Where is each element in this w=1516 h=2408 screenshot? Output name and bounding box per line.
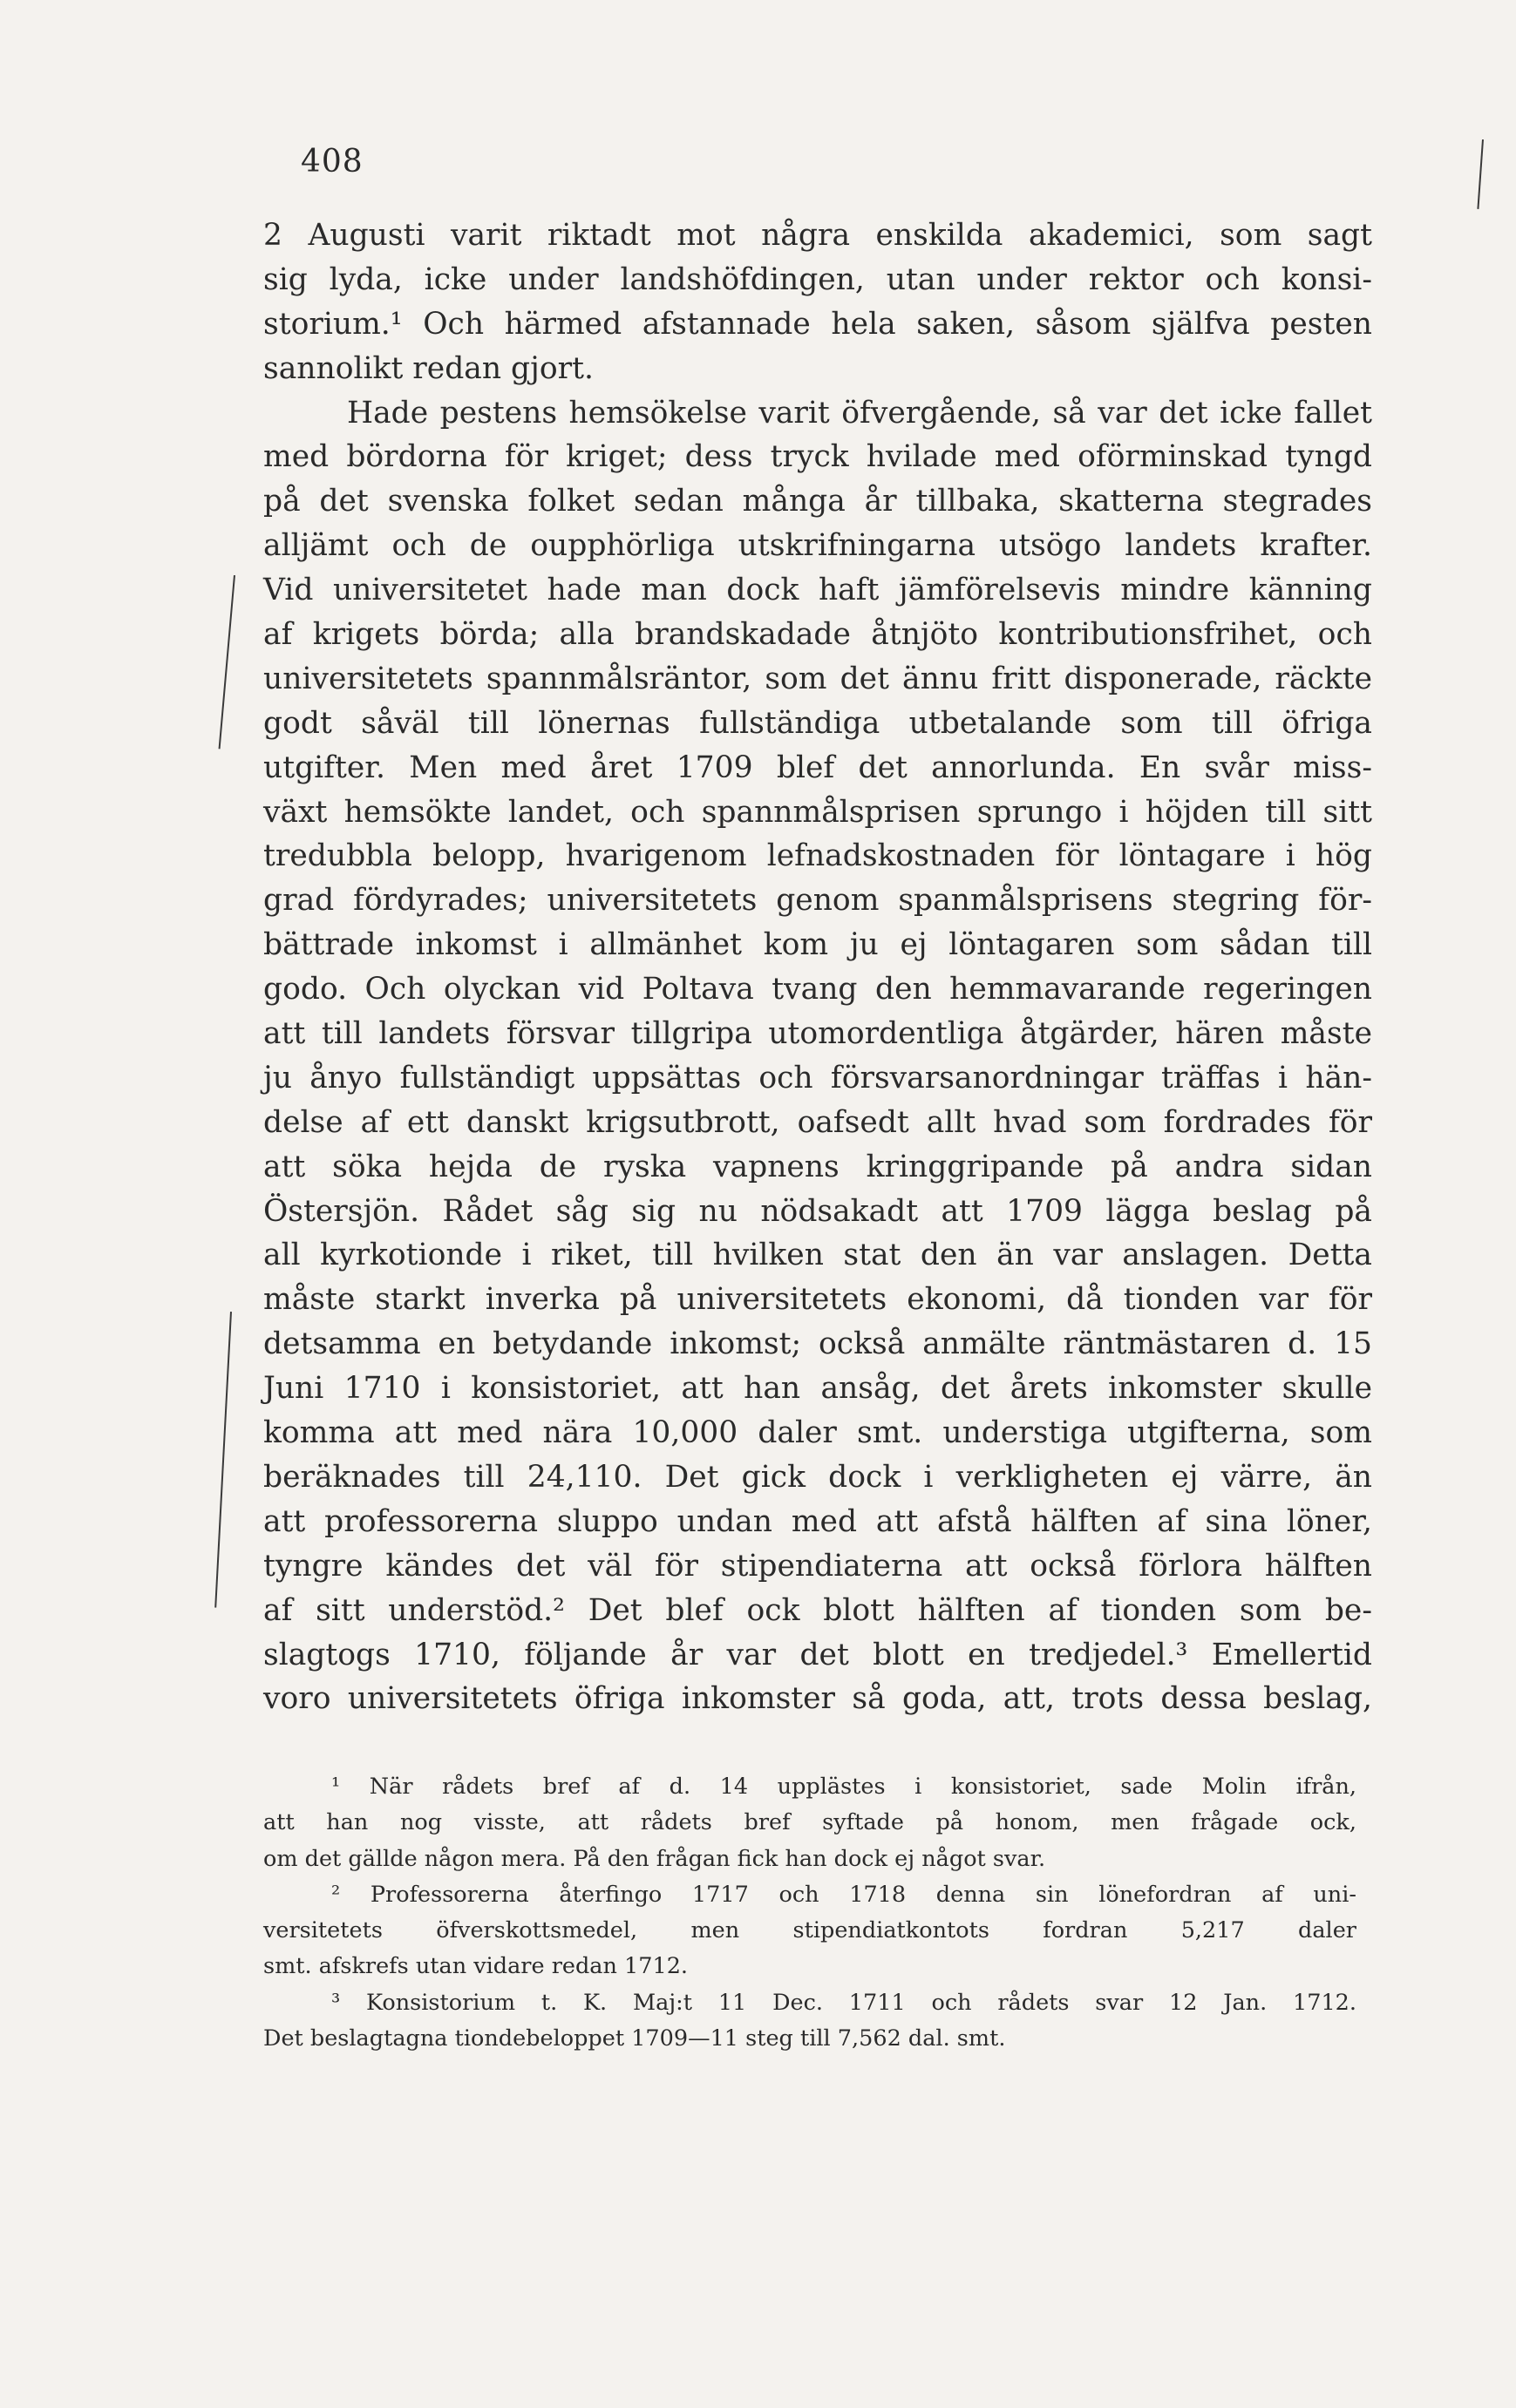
text-line: Östersjön. Rådet såg sig nu nödsakadt att 1709 lägga beslag på <box>263 1193 1372 1229</box>
footnote-line: ² Professorerna återfingo 1717 och 1718 denna sin lönefordran af uni- <box>331 1881 1356 1908</box>
text-line: 2 Augusti varit riktadt mot några enskilda akademici, som sagt <box>263 218 1372 253</box>
text-line: Juni 1710 i konsistoriet, att han ansåg, det årets inkomster skulle <box>263 1371 1372 1407</box>
margin-mark <box>214 1312 232 1608</box>
text-line: godo. Och olyckan vid Poltava tvang den hemmavarande regeringen <box>263 972 1372 1007</box>
margin-mark <box>219 575 235 749</box>
text-line: utgifter. Men med året 1709 blef det annorlunda. En svår miss- <box>263 750 1372 785</box>
text-line: storium.¹ Och härmed afstannade hela saken, såsom själfva pesten <box>263 306 1372 342</box>
text-line: delse af ett danskt krigsutbrott, oafsedt allt hvad som fordrades för <box>263 1104 1372 1140</box>
text-line: godt såväl till lönernas fullständiga utbetalande som till öfriga <box>263 705 1372 741</box>
text-line: voro universitetets öfriga inkomster så goda, att, trots dessa beslag, <box>263 1681 1372 1717</box>
text-line: måste starkt inverka på universitetets ekonomi, då tionden var för <box>263 1282 1372 1318</box>
text-line: af krigets börda; alla brandskadade åtnjöto kontributionsfrihet, och <box>263 617 1372 653</box>
text-line: bättrade inkomst i allmänhet kom ju ej löntagaren som sådan till <box>263 927 1372 963</box>
text-line: på det svenska folket sedan många år tillbaka, skatterna stegrades <box>263 484 1372 519</box>
text-line: sig lyda, icke under landshöfdingen, utan under rektor och konsi- <box>263 261 1372 297</box>
text-line: tyngre kändes det väl för stipendiaterna att också förlora hälften <box>263 1548 1372 1584</box>
text-line: att professorerna sluppo undan med att afstå hälften af sina löner, <box>263 1503 1372 1539</box>
text-line: med bördorna för kriget; dess tryck hvilade med oförminskad tyngd <box>263 439 1372 475</box>
text-line: grad fördyrades; universitetets genom spanmålsprisens stegring för- <box>263 883 1372 919</box>
text-line: af sitt understöd.² Det blef ock blott hälften af tionden som be- <box>263 1592 1372 1628</box>
text-line: alljämt och de oupphörliga utskrifningarna utsögo landets krafter. <box>263 528 1372 564</box>
footnote-line: Det beslagtagna tiondebeloppet 1709—11 steg till 7,562 dal. smt. <box>263 2025 1006 2052</box>
text-line: universitetets spannmålsräntor, som det ännu fritt disponerade, räckte <box>263 661 1372 696</box>
margin-mark <box>1477 139 1484 209</box>
footnote-line: att han nog visste, att rådets bref syftade på honom, men frågade ock, <box>263 1809 1356 1836</box>
text-line: att till landets försvar tillgripa utomordentliga åtgärder, hären måste <box>263 1016 1372 1052</box>
text-line: tredubbla belopp, hvarigenom lefnadskostnaden för löntagare i hög <box>263 838 1372 874</box>
text-line: komma att med nära 10,000 daler smt. understiga utgifterna, som <box>263 1415 1372 1451</box>
footnote-line: versitetets öfverskottsmedel, men stipendiatkontots fordran 5,217 daler <box>263 1917 1356 1944</box>
text-line: sannolikt redan gjort. <box>263 350 594 386</box>
footnote-line: smt. afskrefs utan vidare redan 1712. <box>263 1953 689 1980</box>
text-line: detsamma en betydande inkomst; också anmälte räntmästaren d. 15 <box>263 1326 1372 1362</box>
text-line: att söka hejda de ryska vapnens kringgripande på andra sidan <box>263 1149 1372 1184</box>
page-number: 408 <box>301 144 364 180</box>
text-line: all kyrkotionde i riket, till hvilken stat den än var anslagen. Detta <box>263 1238 1372 1273</box>
footnotes <box>263 1769 1356 2057</box>
footnote-line: ³ Konsistorium t. K. Maj:t 11 Dec. 1711 och rådets svar 12 Jan. 1712. <box>331 1989 1356 2016</box>
text-line: Vid universitetet hade man dock haft jämförelsevis mindre känning <box>263 573 1372 608</box>
text-line: Hade pestens hemsökelse varit öfvergående, så var det icke fallet <box>347 395 1372 431</box>
footnote-line: om det gällde någon mera. På den frågan fick han dock ej något svar. <box>263 1845 1046 1872</box>
text-line: ju ånyo fullständigt uppsättas och försvarsanordningar träffas i hän- <box>263 1060 1372 1095</box>
text-line: slagtogs 1710, följande år var det blott en tredjedel.³ Emellertid <box>263 1637 1372 1672</box>
text-line: beräknades till 24,110. Det gick dock i verkligheten ej värre, än <box>263 1459 1372 1495</box>
text-line: växt hemsökte landet, och spannmålsprisen sprungo i höjden till sitt <box>263 794 1372 830</box>
body-text <box>263 214 1372 1721</box>
footnote-line: ¹ När rådets bref af d. 14 upplästes i konsistoriet, sade Molin ifrån, <box>331 1774 1356 1800</box>
